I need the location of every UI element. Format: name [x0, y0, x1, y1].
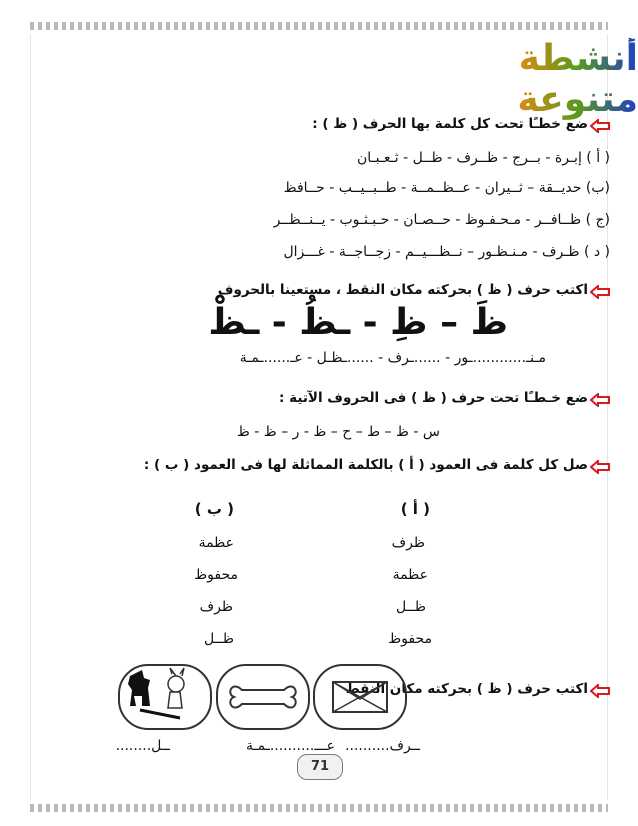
column-b-word: ظــل	[204, 631, 234, 647]
column-a-header: ( أ )	[400, 500, 430, 518]
shadow-picture	[118, 664, 212, 730]
q2-letter-forms: ظَ – ظِ - ـظُ - ـظْ	[208, 302, 508, 343]
column-a-word: محفوظ	[388, 631, 432, 647]
q4-instruction: صل كل كلمة فى العمود ( أ ) بالكلمة المماثلة لها فى العمود ( ب ) :	[143, 457, 588, 473]
q1-line-b: (ب) حديــقة – ثــيران - عــظــمــة - طــبــيــب - حــافظ	[283, 180, 610, 196]
q5-blank-2: عـــ..........ـمـة	[246, 738, 335, 754]
title-text: أنشطة متنوعة	[395, 38, 638, 120]
envelope-icon	[315, 666, 405, 728]
bone-picture	[216, 664, 310, 730]
arrow-icon	[590, 285, 610, 299]
q2-instruction: اكتب حرف ( ظ ) بحركته مكان النقط ، مستعينا بالحروف	[217, 282, 588, 298]
column-a-word: عظمة	[392, 567, 428, 583]
q1-line-d: ( د ) ظـرف - مـنـظـور – نــظـــيــم - زجــاجــة - غـــزال	[283, 244, 610, 260]
arrow-icon	[590, 393, 610, 407]
bottom-dotted-border	[30, 804, 608, 812]
column-b-header: ( ب )	[194, 500, 234, 518]
q1-instruction: ضع خطـًا تحت كل كلمة بها الحرف ( ظ ) :	[312, 116, 588, 132]
column-a-word: ظــل	[396, 599, 426, 615]
q2-blanks: مـنـ............ـور - ......ـرف - ......ـظـل - عـ......ـمـة	[239, 350, 546, 366]
bone-icon	[218, 666, 308, 728]
q1-line-a: ( أ ) إبـرة - بــرج - ظــرف - ظــل - ثـعـبـان	[356, 150, 610, 166]
top-dotted-border	[30, 22, 608, 30]
page-title	[395, 38, 638, 120]
q5-blank-3: ــل........	[115, 738, 170, 754]
q3-letters: س - ظ – ط – ح – ظ - ر – ظ - ظ	[236, 424, 440, 440]
q1-line-c: (ج ) ظــافــر - مـحـفـوظ - حــصـان - حـبـثـوب - يــنــظــر	[273, 212, 610, 228]
column-b-word: ظرف	[199, 599, 233, 615]
page-number: 71	[297, 754, 343, 780]
arrow-icon	[590, 460, 610, 474]
q5-instruction: اكتب حرف ( ظ ) بحركته مكان النقط	[345, 681, 588, 697]
column-a-word: ظرف	[391, 535, 425, 551]
q5-blank-1: ــرف..........	[345, 738, 420, 754]
arrow-icon	[590, 684, 610, 698]
column-b-word: محفوظ	[194, 567, 238, 583]
envelope-picture	[313, 664, 407, 730]
q3-instruction: ضع خـطـًا تحت حرف ( ظ ) فى الحروف الآتية :	[279, 390, 588, 406]
arrow-icon	[590, 119, 610, 133]
column-b-word: عظمة	[198, 535, 234, 551]
shadow-figure-icon	[120, 666, 210, 728]
